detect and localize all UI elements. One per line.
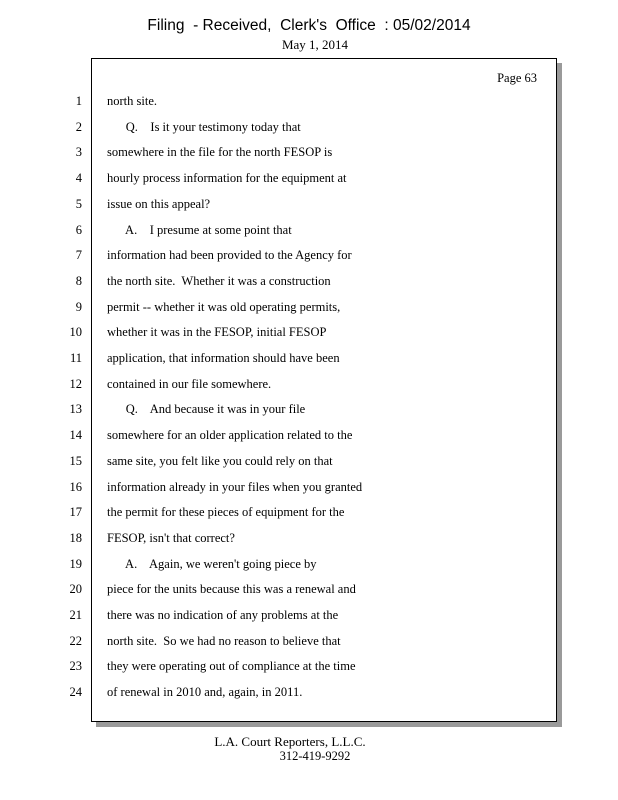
- transcript-line-text: Q. And because it was in your file: [107, 402, 306, 417]
- line-number: 12: [69, 376, 82, 391]
- transcript-line-text: hourly process information for the equipment at: [107, 171, 347, 186]
- line-number: 4: [75, 171, 82, 186]
- line-number: 11: [69, 351, 82, 365]
- transcript-line-text: Q. Is it your testimony today that: [107, 119, 301, 134]
- transcript-line-text: the permit for these pieces of equipment for the: [107, 505, 345, 520]
- line-number: 2: [75, 119, 82, 134]
- transcript-line-text: whether it was in the FESOP, initial FESOP: [107, 325, 327, 340]
- line-number: 23: [69, 659, 82, 674]
- line-number: 3: [75, 145, 82, 160]
- line-number: 7: [75, 248, 82, 263]
- transcript-line-text: issue on this appeal?: [107, 196, 211, 211]
- line-number: 13: [69, 402, 82, 417]
- line-number: 20: [69, 582, 82, 597]
- reporter-company: L.A. Court Reporters, L.L.C.: [214, 734, 366, 749]
- transcript-line-text: A. I presume at some point that: [107, 222, 292, 237]
- filing-stamp: Filing - Received, Clerk's Office : 05/02/2014: [147, 17, 471, 34]
- transcript-line-text: somewhere in the file for the north FESOP is: [107, 145, 333, 160]
- line-number: 6: [75, 222, 82, 237]
- transcript-line-text: of renewal in 2010 and, again, in 2011.: [107, 685, 303, 700]
- reporter-phone: 312-419-9292: [279, 749, 351, 763]
- transcript-line-text: information already in your files when you granted: [107, 479, 363, 494]
- line-number: 22: [69, 633, 82, 648]
- transcript-line-text: the north site. Whether it was a construction: [107, 273, 331, 288]
- transcript-line-text: piece for the units because this was a renewal and: [107, 582, 356, 597]
- transcript-line-text: same site, you felt like you could rely on that: [107, 453, 333, 468]
- transcript-line-text: somewhere for an older application related to the: [107, 428, 353, 443]
- transcript-date: May 1, 2014: [281, 37, 349, 52]
- line-number: 15: [69, 453, 82, 468]
- transcript-line-text: FESOP, isn't that correct?: [107, 530, 235, 545]
- line-number: 10: [69, 325, 82, 340]
- transcript-line-text: application, that information should have been: [107, 351, 340, 365]
- line-number: 5: [75, 196, 82, 211]
- line-number: 24: [69, 685, 82, 700]
- line-number: 16: [69, 479, 82, 494]
- page-number: Page 63: [497, 71, 537, 85]
- transcript-line-text: there was no indication of any problems at the: [107, 608, 339, 622]
- line-number: 1: [75, 94, 82, 108]
- line-number: 14: [69, 428, 82, 443]
- transcript-line-text: permit -- whether it was old operating permits,: [107, 299, 341, 314]
- transcript-line-text: north site.: [107, 94, 157, 108]
- transcript-line-text: contained in our file somewhere.: [107, 376, 272, 391]
- line-number: 19: [69, 556, 82, 571]
- line-number: 17: [69, 505, 82, 520]
- transcript-line-text: A. Again, we weren't going piece by: [107, 556, 317, 571]
- line-number: 8: [75, 273, 82, 288]
- transcript-line-text: information had been provided to the Agency for: [107, 248, 352, 263]
- line-number: 9: [75, 299, 82, 314]
- transcript-line-text: north site. So we had no reason to believe that: [107, 633, 341, 648]
- transcript-line-text: they were operating out of compliance at the time: [107, 659, 356, 674]
- line-number: 18: [69, 530, 82, 545]
- line-number: 21: [69, 608, 82, 622]
